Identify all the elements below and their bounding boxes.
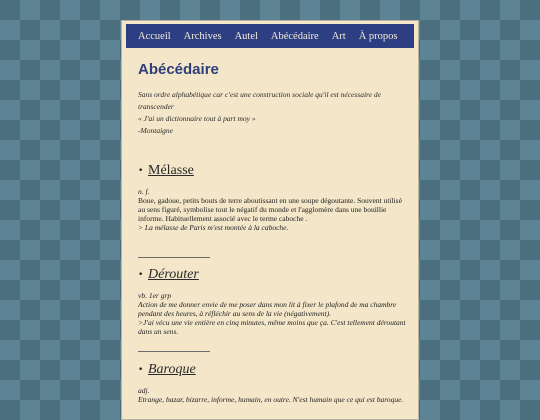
entry-heading [138,265,406,285]
entry-heading [138,161,406,181]
entry-grammar: adj. [138,386,150,395]
entry-grammar: vb. 1er grp [138,291,172,300]
nav-art[interactable]: Art [331,30,346,42]
bullet-icon: • [138,166,144,176]
nav-a-propos[interactable]: À propos [358,30,398,42]
page-title: Abécédaire [138,61,219,78]
intro-quote: « J'ai un dictionnaire tout à part moy » [138,114,256,123]
entry-definition: Etrange, bazar, bizarre, informe, humain, en outre. N'est humain que ce qui est baroque. [138,395,404,404]
entry-example: >J'ai vécu une vie entière en cinq minutes, même moins que ça. C'est tellement déroutant dans un sens. [138,318,406,336]
entry-example: > La mélasse de Paris m'est montée à la caboche. [138,223,289,232]
bullet-icon: • [138,365,144,375]
entry-definition: Boue, gadoue, petits bouts de terre aboutissant en une soupe dégoutante. Souvent utilisé au sens figuré, symbolise tout le négatif du monde et l'agglomère dans une bouillie informe. Habituellement associé avec le terme caboche . [138,196,402,223]
entry-heading [138,360,406,380]
entry-derouter [138,265,406,336]
entry-grammar: n. f. [138,187,150,196]
entry-melasse [138,161,406,232]
intro-line: Sans ordre alphabétique car c'est une construction sociale qu'il est nécessaire de transcender [138,90,381,111]
entry-separator [138,257,210,258]
entry-word-link[interactable]: Dérouter [148,267,199,282]
content-panel [121,20,419,420]
nav-abecedaire[interactable]: Abécédaire [270,30,319,42]
main-nav [126,24,414,48]
nav-autel[interactable]: Autel [234,30,258,42]
entry-definition: Action de me donner envie de me poser dans mon lit à fixer le plafond de ma chambre pendant des heures, à réfléchir au sens de la vie (négativement). [138,300,397,318]
nav-accueil[interactable]: Accueil [138,30,171,42]
bullet-icon: • [138,270,144,280]
nav-archives[interactable]: Archives [183,30,222,42]
intro-text [138,89,406,137]
intro-author: -Montaigne [138,126,173,135]
entry-word-link[interactable]: Baroque [148,362,196,377]
entry-separator [138,351,210,352]
entry-word-link[interactable]: Mélasse [148,163,194,178]
entry-baroque [138,360,406,404]
